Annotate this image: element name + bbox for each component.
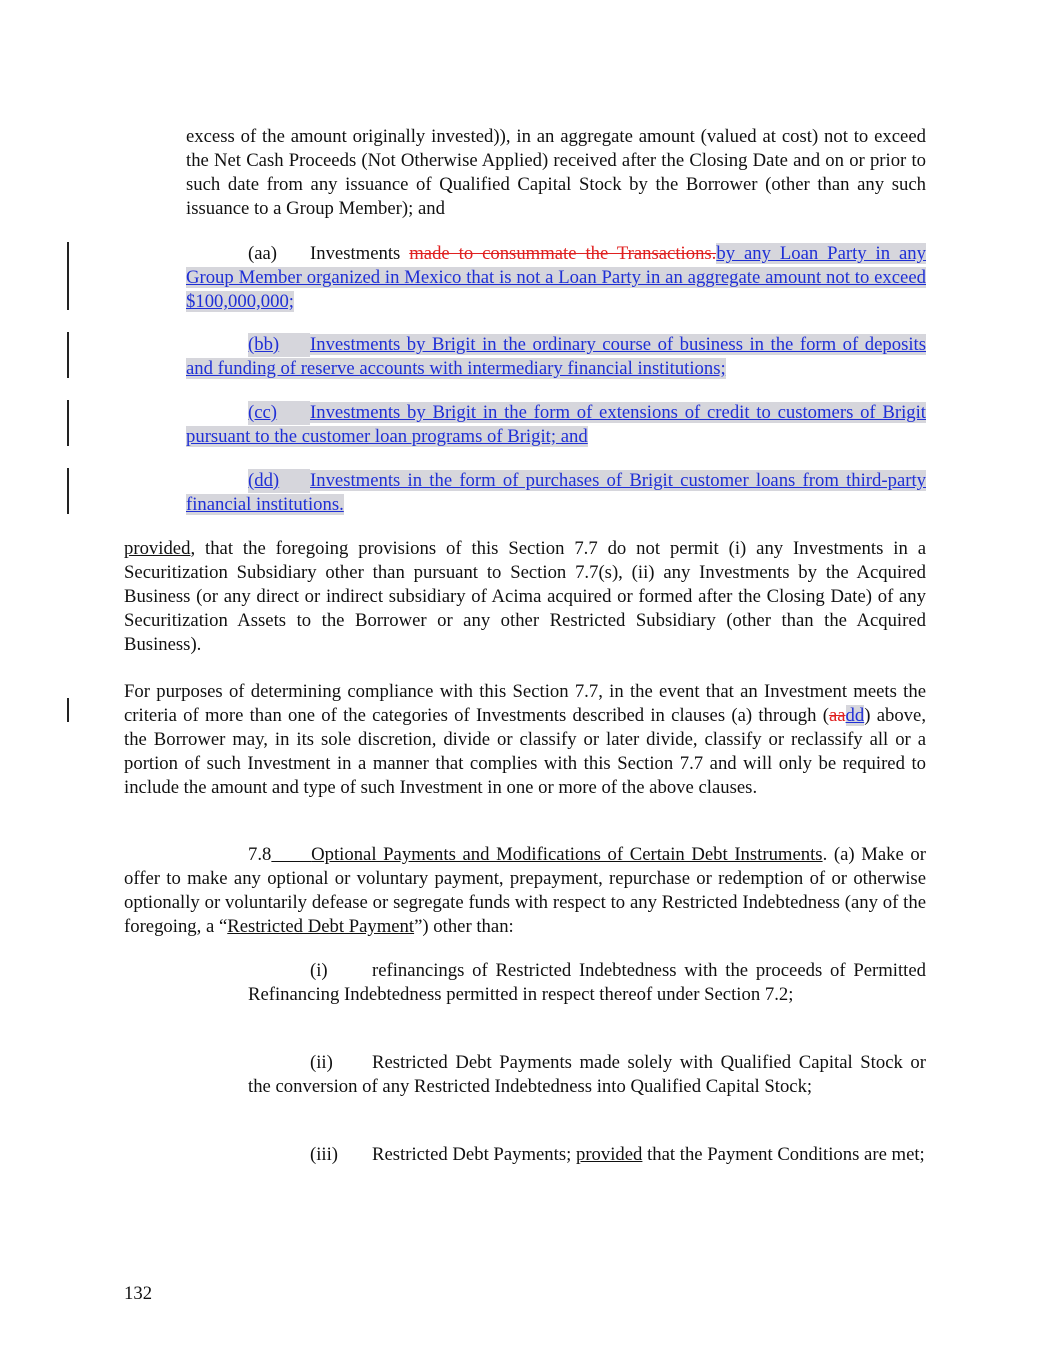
section-7-8: 7.8 Optional Payments and Modifications of Certain Debt Instruments. (a) Make or offer to make any optional or voluntary payment, prepayment, repurchase or redemption of or otherwise optionally or voluntarily defease or segregate funds with respect to any Restricted Indebtedness (any of the foregoing, a “Restricted Debt Payment”) other than: xyxy=(124,844,926,937)
clause-dd xyxy=(186,469,926,517)
page-number: 132 xyxy=(124,1283,153,1304)
section-number: 7.8 xyxy=(248,844,272,865)
clause-cc-label: (cc) xyxy=(248,401,310,425)
inserted-text: Investments by Brigit in the form of extensions of credit to customers of Brigit pursuant to the customer loan programs of Brigit; and xyxy=(186,402,926,447)
change-bar xyxy=(67,698,69,722)
change-bar xyxy=(67,400,69,446)
deleted-text: aa xyxy=(828,705,846,726)
section-title: Optional Payments and Modifications of Certain Debt Instruments xyxy=(311,844,823,865)
deleted-text: made to consummate the Transactions. xyxy=(409,243,717,264)
proviso-paragraph: provided, that the foregoing provisions of this Section 7.7 do not permit (i) any Investments in a Securitization Subsidiary other than pursuant to Section 7.7(s), (ii) any Investments by the Acquired Business (or any direct or indirect subsidiary of Acima acquired or formed after the Closing Date) of any Securitization Assets to the Borrower or any other Restricted Subsidiary (other than the Acquired Business). xyxy=(124,538,926,655)
clause-cc xyxy=(186,401,926,449)
inserted-text: by any Loan Party in any Group Member organized in Mexico that is not a Loan Party in an aggregate amount not to exceed $100,000,000; xyxy=(186,243,926,312)
item-iii-label: (iii) xyxy=(310,1144,339,1165)
intro-paragraph: excess of the amount originally invested)), in an aggregate amount (valued at cost) not to exceed the Net Cash Proceeds (Not Otherwise Applied) received after the Closing Date and on or prior to such date from any issuance of Qualified Capital Stock by the Borrower (other than any such issuance to a Group Member); and xyxy=(186,126,926,219)
provided-term: provided xyxy=(124,538,191,559)
clause-aa: (aa) Investments made to consummate the Transactions.by any Loan Party in any Group Member organized in Mexico that is not a Loan Party in an aggregate amount not to exceed $100,000,000; xyxy=(186,243,926,312)
clause-bb xyxy=(186,333,926,381)
defined-term: Restricted Debt Payment xyxy=(227,916,415,937)
change-bar xyxy=(67,468,69,514)
change-bar xyxy=(67,332,69,378)
compliance-paragraph: For purposes of determining compliance with this Section 7.7, in the event that an Investment meets the criteria of more than one of the categories of Investments described in clauses (a) through (aadd) above, the Borrower may, in its sole discretion, divide or classify or later divide, classify or reclassify all or a portion of such Investment in a manner that complies with this Section 7.7 and will only be required to include the amount and type of such Investment in one or more of the above clauses. xyxy=(124,681,926,798)
section-title-gap xyxy=(271,844,311,865)
item-i: (i) refinancings of Restricted Indebtedness with the proceeds of Permitted Refinancing Indebtedness permitted in respect thereof under Section 7.2; xyxy=(248,960,926,1005)
clause-bb-label: (bb) xyxy=(248,333,310,357)
clause-dd-label: (dd) xyxy=(248,469,310,493)
clause-aa-label: (aa) xyxy=(248,243,278,264)
change-bar xyxy=(67,242,69,310)
item-iii: (iii) Restricted Debt Payments; provided that the Payment Conditions are met; xyxy=(310,1144,925,1165)
inserted-text: dd xyxy=(845,705,865,726)
item-ii-label: (ii) xyxy=(310,1052,333,1073)
inserted-text: Investments in the form of purchases of Brigit customer loans from third-party financial institutions. xyxy=(186,470,926,515)
item-ii: (ii) Restricted Debt Payments made solely with Qualified Capital Stock or the conversion of any Restricted Indebtedness into Qualified Capital Stock; xyxy=(248,1052,926,1097)
inserted-text: Investments by Brigit in the ordinary course of business in the form of deposits and funding of reserve accounts with intermediary financial institutions; xyxy=(186,334,926,379)
item-i-label: (i) xyxy=(310,960,328,981)
provided-term: provided xyxy=(575,1144,643,1165)
